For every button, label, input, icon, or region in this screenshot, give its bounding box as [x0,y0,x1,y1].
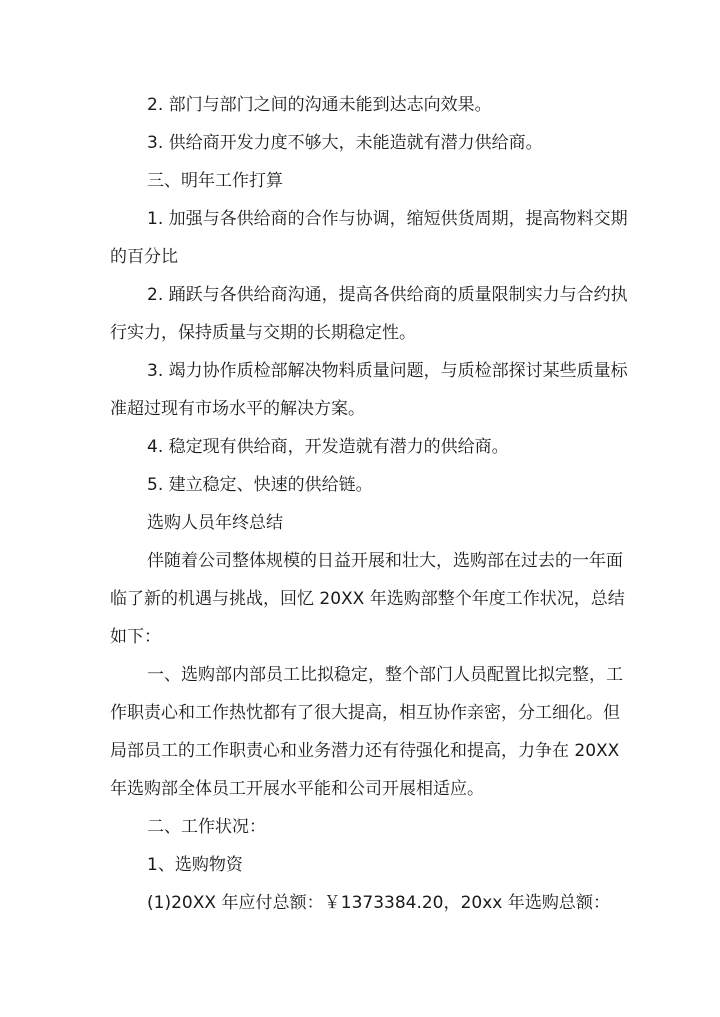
text-line: 的百分比 [110,247,178,267]
text-line: 1、选购物资 [147,855,243,875]
text-line: 5. 建立稳定、快速的供给链。 [147,475,373,495]
text-line: 局部员工的工作职责心和业务潜力还有待强化和提高，力争在 20XX [110,741,620,761]
text-line: 行实力，保持质量与交期的长期稳定性。 [110,323,416,343]
text-line: 临了新的机遇与挑战，回忆 20XX 年选购部整个年度工作状况，总结 [110,589,625,609]
text-line: 如下： [110,627,161,647]
text-line: 一、选购部内部员工比拟稳定，整个部门人员配置比拟完整，工 [147,665,623,685]
text-line: 3. 供给商开发力度不够大，未能造就有潜力供给商。 [147,133,543,153]
text-line: 伴随着公司整体规模的日益开展和壮大，选购部在过去的一年面 [147,551,623,571]
section-heading: 选购人员年终总结 [147,513,283,533]
text-line: (1)20XX 年应付总额：￥1373384.20，20xx 年选购总额： [147,893,610,913]
text-line: 准超过现有市场水平的解决方案。 [110,399,365,419]
text-line: 3. 竭力协作质检部解决物料质量问题，与质检部探讨某些质量标 [147,361,628,381]
text-line: 1. 加强与各供给商的合作与协调，缩短供货周期，提高物料交期 [147,209,628,229]
section-heading: 二、工作状况： [147,817,266,837]
text-line: 4. 稳定现有供给商，开发造就有潜力的供给商。 [147,437,509,457]
text-line: 2. 部门与部门之间的沟通未能到达志向效果。 [147,95,492,115]
section-heading: 三、明年工作打算 [147,171,283,191]
text-line: 作职责心和工作热忱都有了很大提高，相互协作亲密，分工细化。但 [110,703,620,723]
text-line: 年选购部全体员工开展水平能和公司开展相适应。 [110,779,484,799]
text-line: 2. 踊跃与各供给商沟通，提高各供给商的质量限制实力与合约执 [147,285,628,305]
